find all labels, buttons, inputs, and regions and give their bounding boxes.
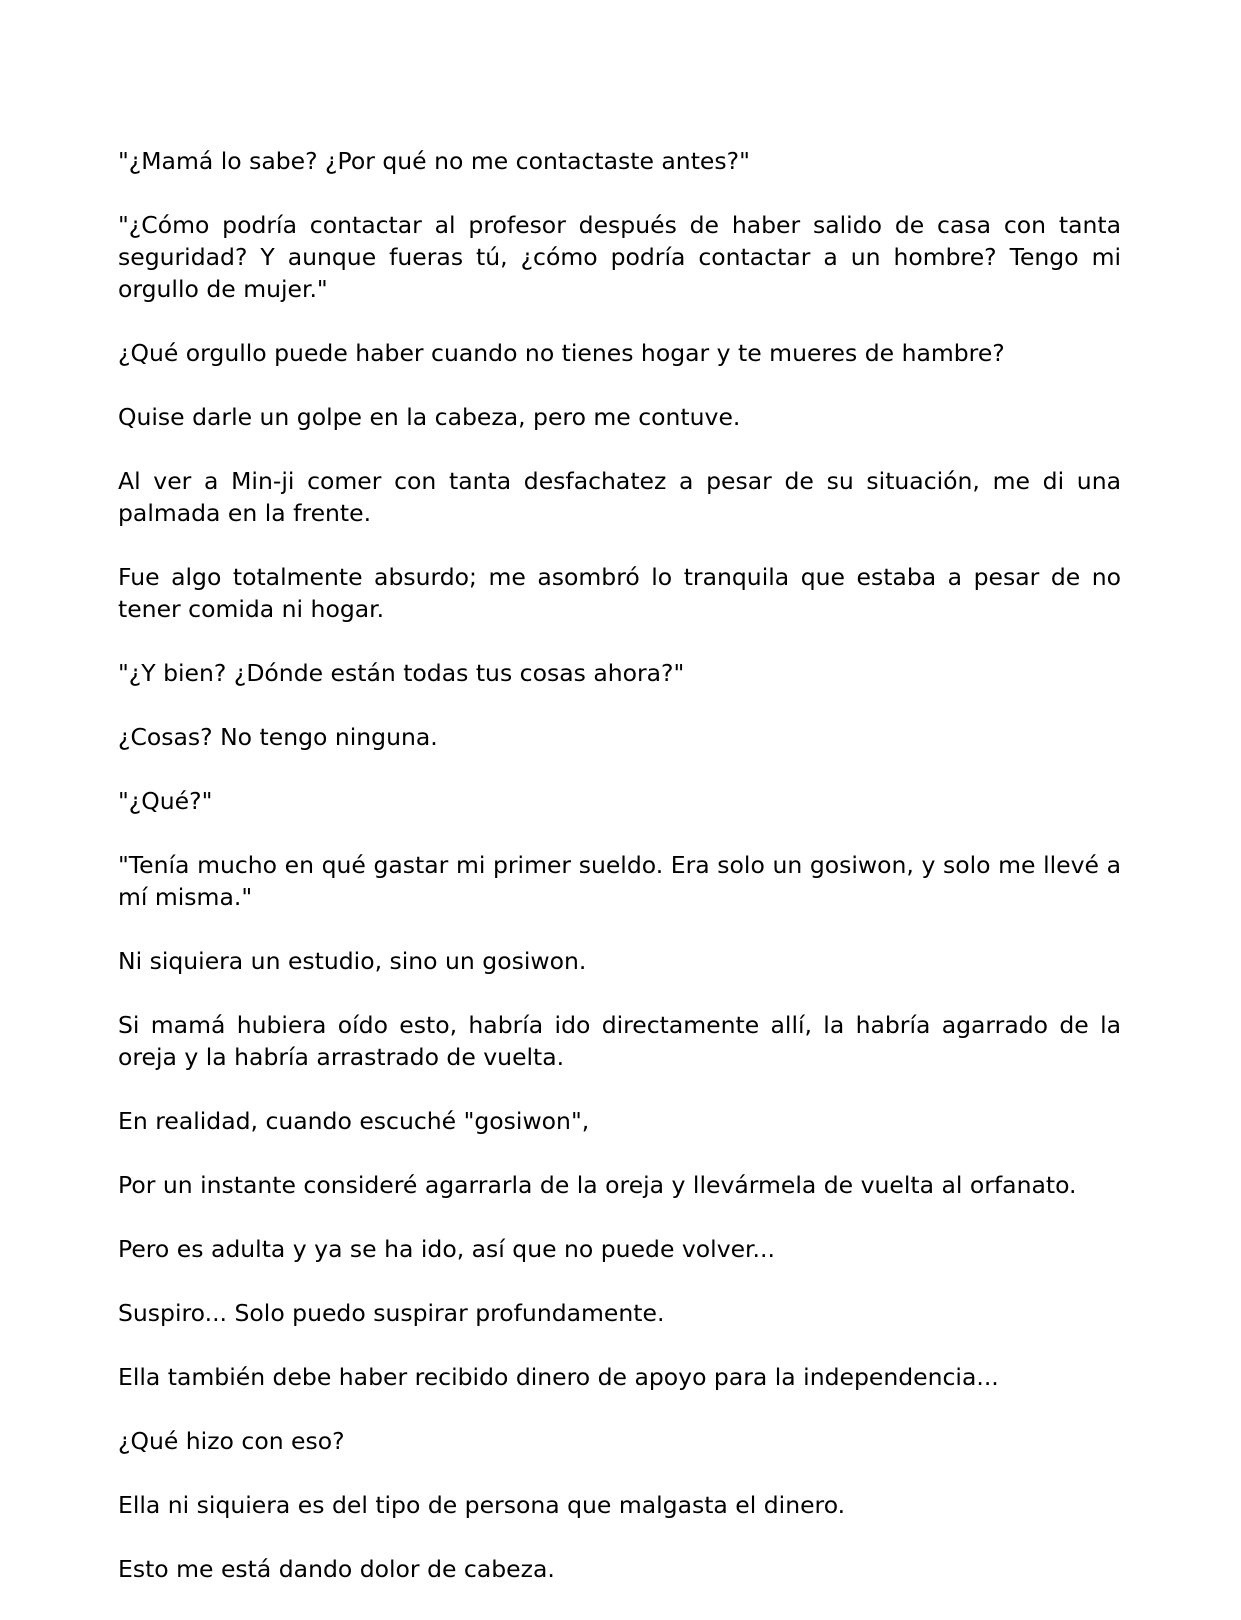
paragraph-15: Pero es adulta y ya se ha ido, así que no puede volver... (118, 1235, 775, 1263)
paragraph-6: Fue algo totalmente absurdo; me asombró lo tranquila que estaba a pesar de no tener comida ni hogar. (118, 563, 1121, 623)
paragraph-18: ¿Qué hizo con eso? (118, 1427, 345, 1455)
paragraph-7: "¿Y bien? ¿Dónde están todas tus cosas ahora?" (118, 659, 685, 687)
paragraph-11: Ni siquiera un estudio, sino un gosiwon. (118, 947, 587, 975)
paragraph-17: Ella también debe haber recibido dinero de apoyo para la independencia... (118, 1363, 999, 1391)
paragraph-4: Quise darle un golpe en la cabeza, pero me contuve. (118, 403, 741, 431)
paragraph-9: "¿Qué?" (118, 787, 213, 815)
paragraph-20: Esto me está dando dolor de cabeza. (118, 1555, 555, 1583)
paragraph-5: Al ver a Min-ji comer con tanta desfachatez a pesar de su situación, me di una palmada en la frente. (118, 467, 1121, 527)
document-page (118, 145, 1121, 1617)
paragraph-12: Si mamá hubiera oído esto, habría ido directamente allí, la habría agarrado de la oreja y la habría arrastrado de vuelta. (118, 1011, 1121, 1071)
paragraph-1: "¿Mamá lo sabe? ¿Por qué no me contactaste antes?" (118, 147, 750, 175)
paragraph-8: ¿Cosas? No tengo ninguna. (118, 723, 438, 751)
paragraph-2: "¿Cómo podría contactar al profesor después de haber salido de casa con tanta seguridad? Y aunque fueras tú, ¿cómo podría contactar a un hombre? Tengo mi orgullo de mujer." (118, 211, 1121, 303)
paragraph-13: En realidad, cuando escuché "gosiwon", (118, 1107, 590, 1135)
paragraph-3: ¿Qué orgullo puede haber cuando no tienes hogar y te mueres de hambre? (118, 339, 1005, 367)
paragraph-19: Ella ni siquiera es del tipo de persona que malgasta el dinero. (118, 1491, 846, 1519)
paragraph-10: "Tenía mucho en qué gastar mi primer sueldo. Era solo un gosiwon, y solo me llevé a mí misma." (118, 851, 1121, 911)
paragraph-16: Suspiro... Solo puedo suspirar profundamente. (118, 1299, 665, 1327)
paragraph-14: Por un instante consideré agarrarla de la oreja y llevármela de vuelta al orfanato. (118, 1171, 1077, 1199)
